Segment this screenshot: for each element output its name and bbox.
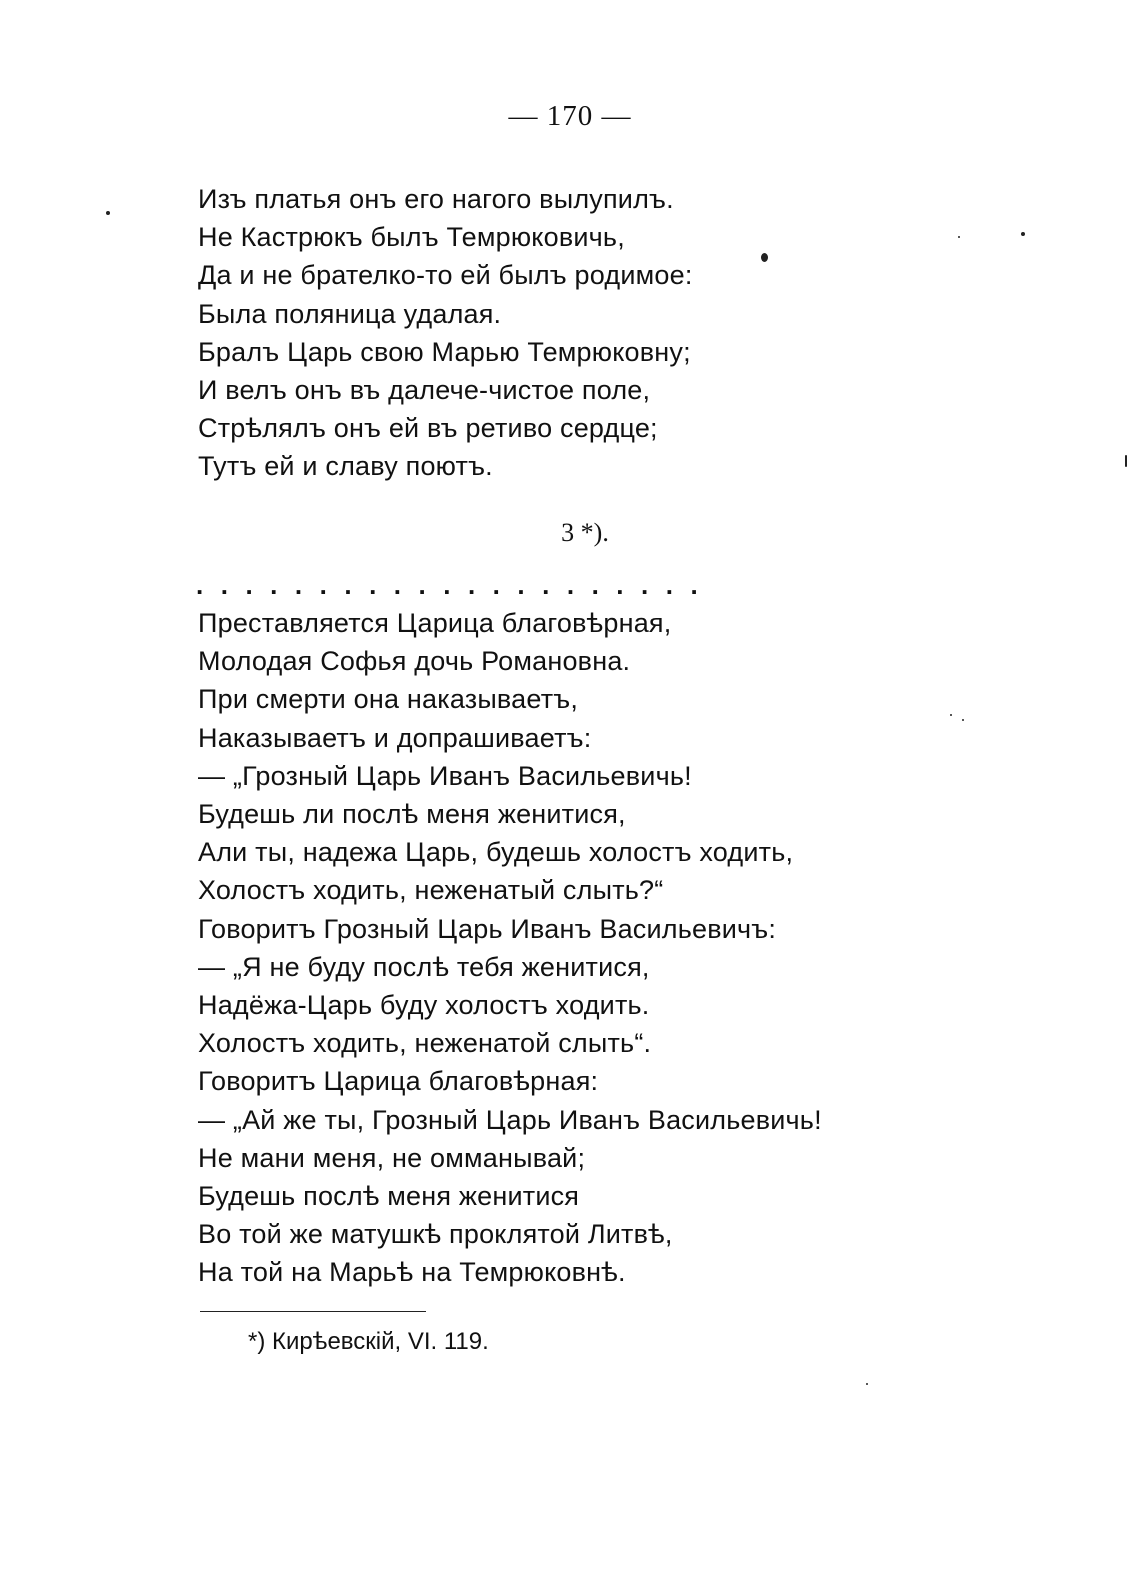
verse-line: Да и не брателко-то ей былъ родимое: xyxy=(198,260,693,291)
footnote: *) Кирѣевскій, VI. 119. xyxy=(248,1328,489,1355)
verse-line: Не Кастрюкъ былъ Темрюковичь, xyxy=(198,222,625,253)
verse-line: И велъ онъ въ далече-чистое поле, xyxy=(198,375,651,406)
verse-line: Не мани меня, не омманывай; xyxy=(198,1142,586,1173)
verse-line: Стрѣлялъ онъ ей въ ретиво сердце; xyxy=(198,413,658,444)
verse-line: При смерти она наказываетъ, xyxy=(198,684,579,715)
scan-speck xyxy=(761,253,768,262)
scan-speck xyxy=(1125,455,1127,467)
scan-speck xyxy=(866,1383,868,1385)
verse-line: Али ты, надежа Царь, будешь холостъ ходить, xyxy=(198,837,794,868)
scan-speck xyxy=(950,714,952,716)
verse-line: Во той же матушкѣ проклятой Литвѣ, xyxy=(198,1219,673,1250)
scan-speck xyxy=(962,719,964,721)
verse-line: Бралъ Царь свою Марью Темрюковну; xyxy=(198,336,691,367)
verse-line: Изъ платья онъ его нагого вылупилъ. xyxy=(198,184,674,214)
verse-line: Тутъ ей и славу поютъ. xyxy=(198,451,493,482)
section-marker: 3 *). xyxy=(561,518,609,547)
footnote-rule xyxy=(200,1311,426,1312)
verse-line: Холостъ ходить, неженатый слыть?“ xyxy=(198,875,664,906)
verse-line: Будешь ли послѣ меня женитися, xyxy=(198,799,626,830)
verse-line: На той на Марьѣ на Темрюковнѣ. xyxy=(198,1257,626,1288)
verse-line: Говоритъ Царица благовѣрная: xyxy=(198,1066,599,1097)
omission-dots: ..................... xyxy=(196,570,716,600)
verse-line: — „Ай же ты, Грозный Царь Иванъ Васильевичь! xyxy=(198,1104,822,1135)
verse-line: Молодая Софья дочь Романовна. xyxy=(198,646,631,677)
verse-line: — „Я не буду послѣ тебя женитися, xyxy=(198,951,650,982)
verse-line: Будешь послѣ меня женитися xyxy=(198,1181,580,1212)
verse-line: — „Грозный Царь Иванъ Васильевичь! xyxy=(198,760,692,791)
stanza-1 xyxy=(198,180,693,486)
verse-line: Наказываетъ и допрашиваетъ: xyxy=(198,722,592,753)
scan-speck xyxy=(1021,232,1025,236)
verse-line: Была поляница удалая. xyxy=(198,298,502,329)
verse-line: Говоритъ Грозный Царь Иванъ Васильевичъ: xyxy=(198,913,777,944)
verse-line: Надёжа-Царь буду холостъ ходить. xyxy=(198,990,650,1021)
page-number: — 170 — xyxy=(508,100,632,132)
scan-speck xyxy=(106,211,110,215)
stanza-2 xyxy=(198,604,822,1292)
verse-line: Холостъ ходить, неженатой слыть“. xyxy=(198,1028,652,1059)
scan-speck xyxy=(958,236,960,238)
verse-line: Преставляется Царица благовѣрная, xyxy=(198,608,672,638)
